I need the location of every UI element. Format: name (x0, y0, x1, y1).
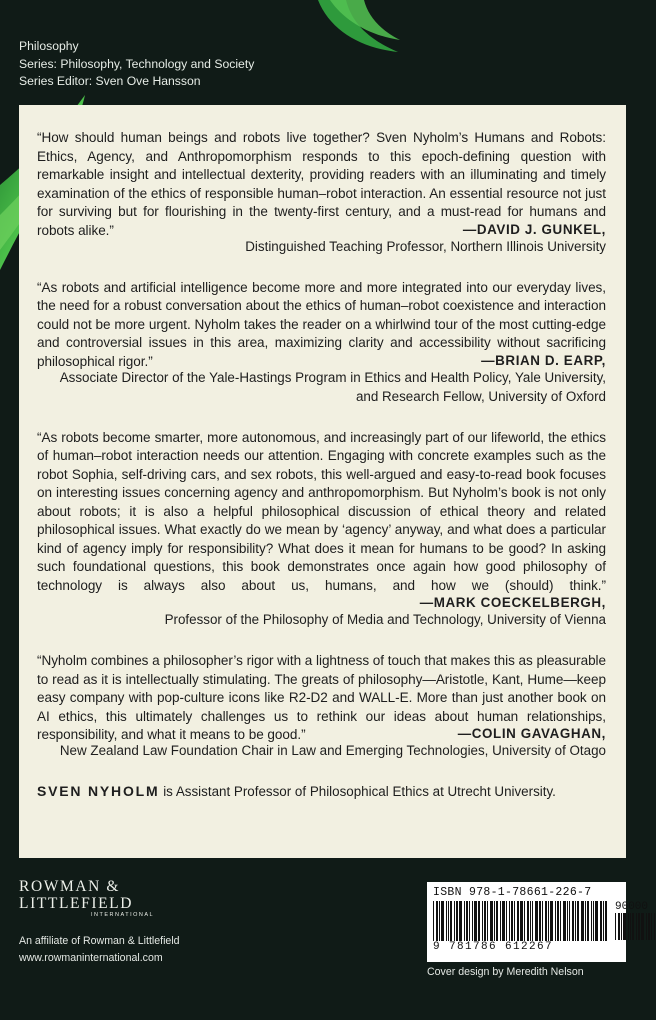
barcode-bar (593, 901, 594, 941)
barcode-bar (494, 901, 495, 941)
blurb-quote: “As robots become smarter, more autonomous, and increasingly part of our lifeworld, the ethics of human–robot interaction needs our attention. Engaging with concrete examples such as the robot Sophia, self-driving cars, and sex robots, this well-argued and easy-to-read book focuses on interesting issues concerning agency and anthropomorphism. But Nyholm’s book is not only about robots; it is also a helpful philosophical discussion of ethical theory and related philosophical issues. What exactly do we mean by ‘agency’ anyway, and what does a particular kind of agency imply for responsibility? What does it mean for humans to be good? In asking such foundational questions, this book demonstrates once again how good philosophy of technology is always also about us, humans, and how we (should) think.” (37, 429, 606, 593)
barcode-bar (550, 901, 553, 941)
barcode-bar (641, 913, 644, 940)
blurb-affiliation: Professor of the Philosophy of Media and Technology, University of Vienna (164, 612, 606, 627)
series-info (19, 38, 254, 91)
barcode-bar (615, 913, 616, 940)
barcode-bar (563, 901, 566, 941)
barcode-bar (482, 901, 483, 941)
barcode-bar (469, 901, 470, 941)
barcode-bar (587, 901, 589, 941)
blurb-1 (37, 129, 606, 256)
barcode-bar (581, 901, 584, 941)
barcode-bar (496, 901, 498, 941)
barcode-bar (636, 913, 637, 940)
author-bio-text: is Assistant Professor of Philosophical Ethics at Utrecht University. (159, 784, 556, 799)
isbn-number: ISBN 978-1-78661-226-7 (433, 886, 592, 899)
barcode-bar (595, 901, 598, 941)
publisher-info (19, 933, 180, 967)
blurb-affiliation: and Research Fellow, University of Oxford (355, 388, 606, 404)
barcode-bars (433, 901, 609, 941)
barcode-bar (517, 901, 519, 941)
subject-label: Philosophy (19, 39, 79, 53)
barcode-bar (532, 901, 533, 941)
barcode-bar (456, 901, 458, 941)
barcode-bar (591, 901, 592, 941)
barcode-digits: 9 781786 612267 (433, 941, 554, 953)
barcode-bar (654, 913, 655, 940)
barcode-bar (520, 901, 523, 941)
barcode-bar (569, 901, 570, 941)
barcode-bar (585, 901, 586, 941)
isbn-barcode (427, 882, 649, 962)
barcode-bar (433, 901, 434, 941)
barcode-bar (506, 901, 507, 941)
barcode-bar (524, 901, 525, 941)
barcode-bar (628, 913, 629, 940)
barcode-addon-bars (615, 913, 656, 940)
blurb-quote: “Nyholm combines a philosopher’s rigor with a lightness of touch that makes this as pleasurable to read as it is intellectually stimulating. The greats of philosophy—Aristotle, Kant, Hume—keep easy company with pop-culture icons like R2-D2 and WALL-E. More than just another book on AI ethics, this ultimately challenges us to rethink our ideas about human relationships, responsibility, and what it means to be good.” (37, 653, 606, 742)
barcode-bar (572, 901, 574, 941)
series-editor: Series Editor: Sven Ove Hansson (19, 74, 201, 88)
barcode-bar (450, 901, 452, 941)
barcode-bar (575, 901, 576, 941)
blurb-3 (37, 429, 606, 630)
barcode-bar (441, 901, 444, 941)
blurb-quote: “As robots and artificial intelligence become more and more integrated into our everyday lives, the need for a robust conversation about the ethics of human–robot coexistence and interaction could not be more urgent. Nyholm takes the reader on a whirlwind tour of the most cutting-edge and controversial issues in this area, maximizing clarity and accessibility without sacrificing philosophical rigor.” (37, 279, 606, 369)
barcode-bar (500, 901, 501, 941)
barcode-bar (448, 901, 449, 941)
barcode-bar (630, 913, 631, 940)
barcode-bar (436, 901, 438, 941)
barcode-bar (555, 901, 556, 941)
barcode-bar (600, 901, 602, 941)
barcode-bar (603, 901, 604, 941)
barcode-bar (530, 901, 531, 941)
barcode-bar (490, 901, 493, 941)
barcode-bar (539, 901, 541, 941)
blurb-author: —MARK COECKELBERGH, (419, 595, 606, 610)
barcode-bar (466, 901, 468, 941)
barcode-bar (464, 901, 465, 941)
barcode-bar (623, 913, 626, 940)
barcode-bar (577, 901, 579, 941)
barcode-bar (472, 901, 473, 941)
barcode-bar (548, 901, 549, 941)
blurb-2 (37, 279, 606, 406)
blurb-quote: “How should human beings and robots live together? Sven Nyholm’s Humans and Robots: Ethics, Agency, and Anthropomorphism responds to this epoch-defining question with remarkable insight and intellectual dexterity, providing readers with an illuminating and timely examination of the ethics of responsible human–robot interaction. An essential resource not just for surviving but for flourishing in the twenty-first century, and a must-read for humans and robots alike.” (37, 130, 606, 238)
barcode-bar (605, 901, 607, 941)
cover-design-credit: Cover design by Meredith Nelson (427, 966, 584, 978)
barcode-bar (621, 913, 622, 940)
barcode-bar (439, 901, 440, 941)
barcode-bar (502, 901, 505, 941)
barcode-bar (527, 901, 529, 941)
blurb-panel (19, 105, 626, 858)
barcode-bar (646, 913, 647, 940)
barcode-bar (632, 913, 634, 940)
barcode-bar (459, 901, 462, 941)
barcode-bar (514, 901, 515, 941)
barcode-bar (509, 901, 510, 941)
author-name: SVEN NYHOLM (37, 783, 160, 799)
series-name: Series: Philosophy, Technology and Society (19, 56, 255, 71)
barcode-bar (454, 901, 455, 941)
publisher-website[interactable]: www.rowmaninternational.com (19, 952, 163, 964)
barcode-bar (446, 901, 447, 941)
barcode-bar (545, 901, 547, 941)
barcode-bar (567, 901, 568, 941)
blurb-author: —COLIN GAVAGHAN, (457, 726, 606, 741)
barcode-bar (474, 901, 477, 941)
blurb-affiliation: New Zealand Law Foundation Chair in Law and Emerging Technologies, University of Otago (59, 743, 606, 758)
barcode-bar (478, 901, 480, 941)
barcode-bar (560, 901, 561, 941)
barcode-bar (648, 913, 650, 940)
affiliate-text: An affiliate of Rowman & Littlefield (19, 935, 180, 947)
blurb-author: —BRIAN D. EARP, (481, 352, 606, 368)
barcode-bar (638, 913, 640, 940)
barcode-bar (542, 901, 543, 941)
barcode-bar (557, 901, 559, 941)
blurb-affiliation: Associate Director of the Yale-Hastings Program in Ethics and Health Policy, Yale University, (59, 369, 606, 385)
barcode-bar (535, 901, 538, 941)
blurb-4 (37, 652, 606, 760)
blurb-affiliation: Distinguished Teaching Professor, Northern Illinois University (245, 238, 606, 254)
blurb-author: —DAVID J. GUNKEL, (462, 221, 606, 237)
barcode-bar (651, 913, 652, 940)
author-bio (37, 783, 606, 799)
barcode-bar (484, 901, 486, 941)
barcode-bar (487, 901, 488, 941)
barcode-bar (511, 901, 513, 941)
barcode-bar (618, 913, 620, 940)
publisher-logo: ROWMAN & LITTLEFIELD INTERNATIONAL (19, 878, 155, 918)
price-code: 90000 (615, 901, 649, 913)
